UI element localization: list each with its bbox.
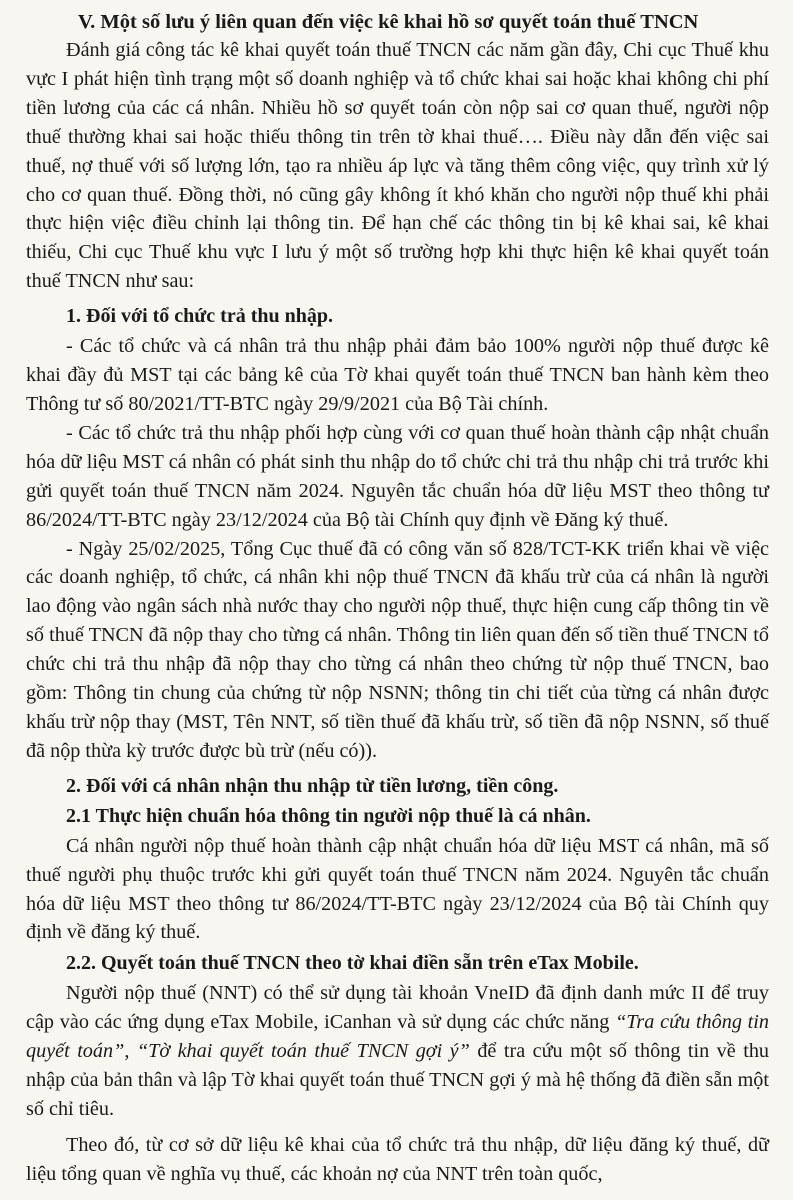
part2-title: 2. Đối với cá nhân nhận thu nhập từ tiền lương, tiền công. <box>66 774 559 797</box>
intro-paragraph: Đánh giá công tác kê khai quyết toán thuế TNCN các năm gần đây, Chi cục Thuế khu vực I phát hiện tình trạng một số doanh nghiệp và tổ chức khai sai hoặc khai không chi phí tiền lương của các cá nhân. Nhiều hồ sơ quyết toán còn nộp sai cơ quan thuế, người nộp thuế thường khai sai hoặc thiếu thông tin trên tờ khai thuế…. Điều này dẫn đến việc sai thuế, nợ thuế với số lượng lớn, tạo ra nhiều áp lực và tăng thêm công việc, quy trình xử lý cho cơ quan thuế. Đồng thời, nó cũng gây không ít khó khăn cho người nộp thuế khi phải thực hiện việc điều chỉnh lại thông tin. Để hạn chế các thông tin bị kê khai sai, kê khai thiếu, Chi cục Thuế khu vực I lưu ý một số trường hợp khi thực hiện kê khai quyết toán thuế TNCN như sau: <box>26 39 769 293</box>
part2-2-paragraph-2: Theo đó, từ cơ sở dữ liệu kê khai của tổ chức trả thu nhập, dữ liệu đăng ký thuế, dữ liệu tổng quan về nghĩa vụ thuế, các khoản nợ của NNT trên toàn quốc, <box>26 1133 769 1185</box>
italic-term-2: “Tờ khai quyết toán thuế TNCN gợi ý” <box>136 1040 470 1063</box>
part2-2-text-c: để tra cứu một số thông tin về thu nhập của bản thân và lập Tờ khai quyết toán thuế TNCN gợi ý mà hệ thống đã điền sẵn một số chỉ tiêu. <box>26 1040 770 1120</box>
part1-title: 1. Đối với tổ chức trả thu nhập. <box>66 305 333 328</box>
part1-bullet-2: - Các tổ chức trả thu nhập phối hợp cùng với cơ quan thuế hoàn thành cập nhật chuẩn hóa dữ liệu MST cá nhân có phát sinh thu nhập do tổ chức chi trả thu nhập chi trả trước khi gửi quyết toán thuế TNCN năm 2024. Nguyên tắc chuẩn hóa dữ liệu MST theo thông tư 86/2024/TT-BTC ngày 23/12/2024 của Bộ tài Chính quy định về Đăng ký thuế. <box>26 421 769 531</box>
part2-2-title: 2.2. Quyết toán thuế TNCN theo tờ khai điền sẵn trên eTax Mobile. <box>66 952 639 975</box>
part2-2-text-b: , <box>124 1040 137 1063</box>
part1-bullet-3: - Ngày 25/02/2025, Tổng Cục thuế đã có công văn số 828/TCT-KK triển khai về việc các doanh nghiệp, tổ chức, cá nhân khi nộp thuế TNCN đã khấu trừ của cá nhân là người lao động vào ngân sách nhà nước thay cho người nộp thuế, thực hiện cung cấp thông tin về số thuế TNCN đã nộp thay cho từng cá nhân. Thông tin liên quan đến số tiền thuế TNCN tổ chức chi trả thu nhập đã nộp thay cho từng cá nhân theo chứng từ nộp thuế TNCN, bao gồm: Thông tin chung của chứng từ nộp NSNN; thông tin chi tiết của từng cá nhân được khấu trừ nộp thay (MST, Tên NNT, số tiền thuế đã khấu trừ, số tiền đã nộp NSNN, số thuế đã nộp thừa kỳ trước được bù trừ (nếu có)). <box>26 537 769 762</box>
part2-2-paragraph <box>26 979 769 1124</box>
section-heading: V. Một số lưu ý liên quan đến việc kê khai hồ sơ quyết toán thuế TNCN <box>78 11 699 33</box>
part1-bullet-1: - Các tổ chức và cá nhân trả thu nhập phải đảm bảo 100% người nộp thuế được kê khai đầy đủ MST tại các bảng kê của Tờ khai quyết toán thuế TNCN ban hành kèm theo Thông tư số 80/2021/TT-BTC ngày 29/9/2021 của Bộ Tài chính. <box>26 335 769 415</box>
part2-1-title: 2.1 Thực hiện chuẩn hóa thông tin người nộp thuế là cá nhân. <box>66 804 591 827</box>
part2-2-text-a: Người nộp thuế (NNT) có thể sử dụng tài khoản VneID đã định danh mức II để truy cập vào các ứng dụng eTax Mobile, iCanhan và sử dụng các chức năng <box>26 982 769 1034</box>
italic-term-1: “Tra cứu thông tin quyết toán” <box>26 1011 769 1063</box>
part2-1-paragraph: Cá nhân người nộp thuế hoàn thành cập nhật chuẩn hóa dữ liệu MST cá nhân, mã số thuế người phụ thuộc trước khi gửi quyết toán thuế TNCN năm 2024. Nguyên tắc chuẩn hóa dữ liệu MST theo thông tư 86/2024/TT-BTC ngày 23/12/2024 của Bộ tài Chính quy định về đăng ký thuế. <box>26 834 769 944</box>
